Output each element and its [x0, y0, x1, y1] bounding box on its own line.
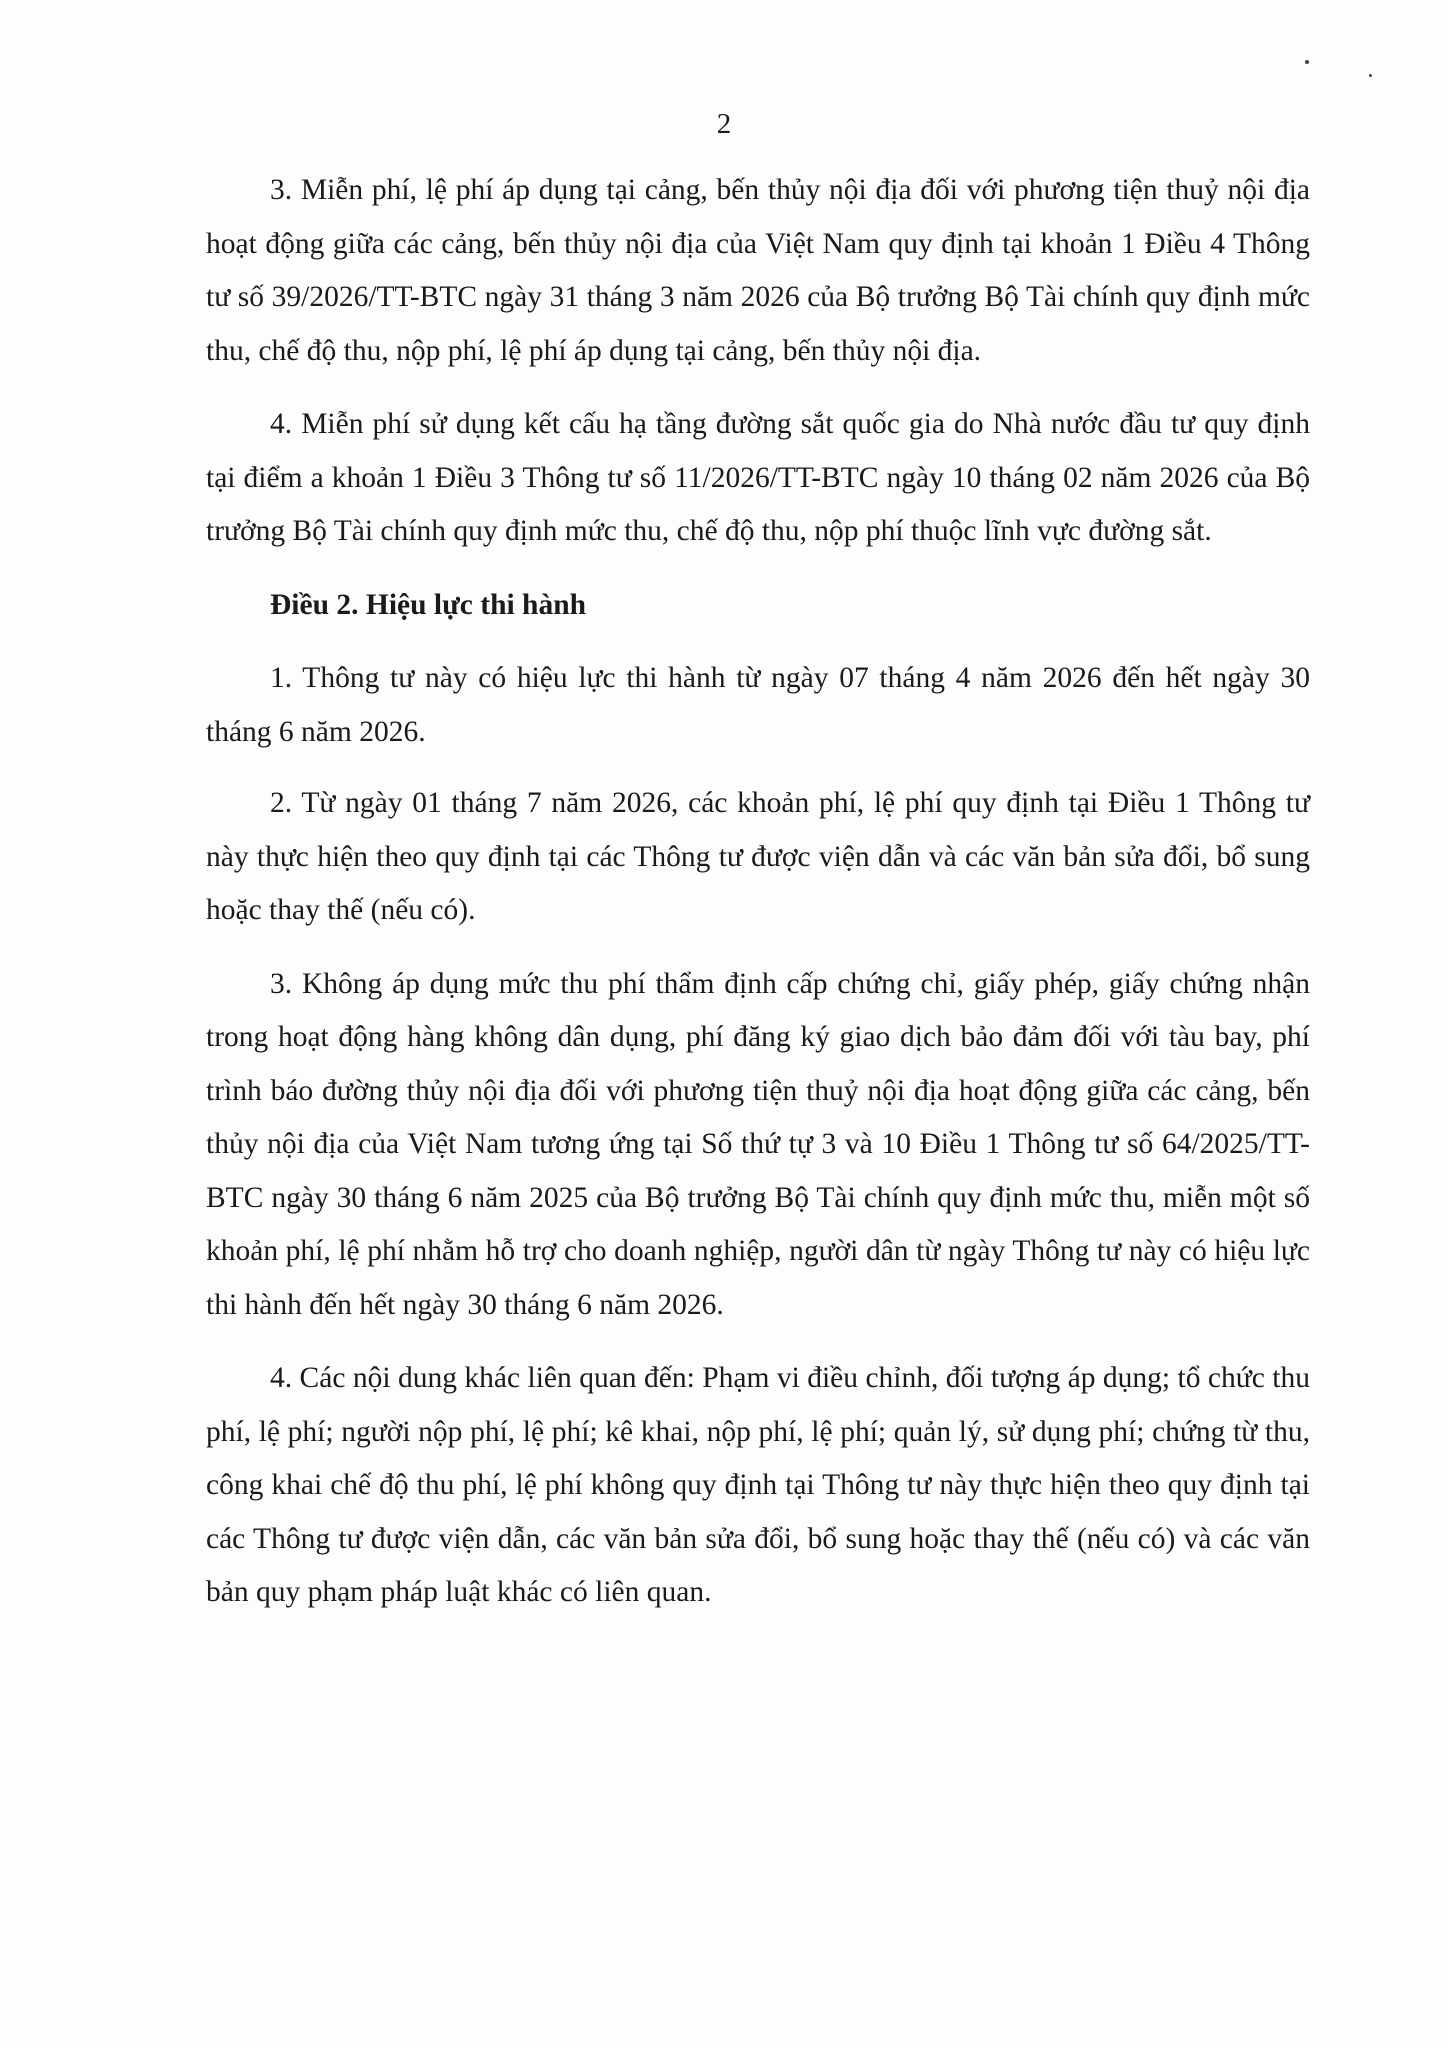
paragraph-article2-item4: 4. Các nội dung khác liên quan đến: Phạm vi điều chỉnh, đối tượng áp dụng; tổ chức thu phí, lệ phí; người nộp phí, lệ phí; kê khai, nộp phí, lệ phí; quản lý, sử dụng phí; chứng từ thu, công khai chế độ thu phí, lệ phí không quy định tại Thông tư này thực hiện theo quy định tại các Thông tư được viện dẫn, các văn bản sửa đổi, bổ sung hoặc thay thế (nếu có) và các văn bản quy phạm pháp luật khác có liên quan. [206, 1362, 1310, 1608]
paragraph-article1-item3: 3. Miễn phí, lệ phí áp dụng tại cảng, bến thủy nội địa đối với phương tiện thuỷ nội địa hoạt động giữa các cảng, bến thủy nội địa của Việt Nam quy định tại khoản 1 Điều 4 Thông tư số 39/2026/TT-BTC ngày 31 tháng 3 năm 2026 của Bộ trưởng Bộ Tài chính quy định mức thu, chế độ thu, nộp phí, lệ phí áp dụng tại cảng, bến thủy nội địa. [206, 174, 1310, 367]
paragraph-article2-item1: 1. Thông tư này có hiệu lực thi hành từ ngày 07 tháng 4 năm 2026 đến hết ngày 30 tháng 6 năm 2026. [206, 662, 1310, 748]
paragraph-article1-item4: 4. Miễn phí sử dụng kết cấu hạ tầng đường sắt quốc gia do Nhà nước đầu tư quy định tại điểm a khoản 1 Điều 3 Thông tư số 11/2026/TT-BTC ngày 10 tháng 02 năm 2026 của Bộ trưởng Bộ Tài chính quy định mức thu, chế độ thu, nộp phí thuộc lĩnh vực đường sắt. [206, 408, 1310, 547]
paragraph-article2-item2: 2. Từ ngày 01 tháng 7 năm 2026, các khoản phí, lệ phí quy định tại Điều 1 Thông tư này thực hiện theo quy định tại các Thông tư được viện dẫn và các văn bản sửa đổi, bổ sung hoặc thay thế (nếu có). [206, 787, 1310, 926]
page-number: 2 [716, 108, 732, 140]
paragraph-article2-item3: 3. Không áp dụng mức thu phí thẩm định cấp chứng chỉ, giấy phép, giấy chứng nhận trong hoạt động hàng không dân dụng, phí đăng ký giao dịch bảo đảm đối với tàu bay, phí trình báo đường thủy nội địa đối với phương tiện thuỷ nội địa hoạt động giữa các cảng, bến thủy nội địa của Việt Nam tương ứng tại Số thứ tự 3 và 10 Điều 1 Thông tư số 64/2025/TT-BTC ngày 30 tháng 6 năm 2025 của Bộ trưởng Bộ Tài chính quy định mức thu, miễn một số khoản phí, lệ phí nhằm hỗ trợ cho doanh nghiệp, người dân từ ngày Thông tư này có hiệu lực thi hành đến hết ngày 30 tháng 6 năm 2026. [206, 967, 1310, 1321]
article-heading: Điều 2. Hiệu lực thi hành [270, 588, 587, 621]
scan-speck-mark [1369, 74, 1372, 77]
document-body [206, 164, 1310, 1640]
scan-speck-mark [1305, 60, 1309, 64]
